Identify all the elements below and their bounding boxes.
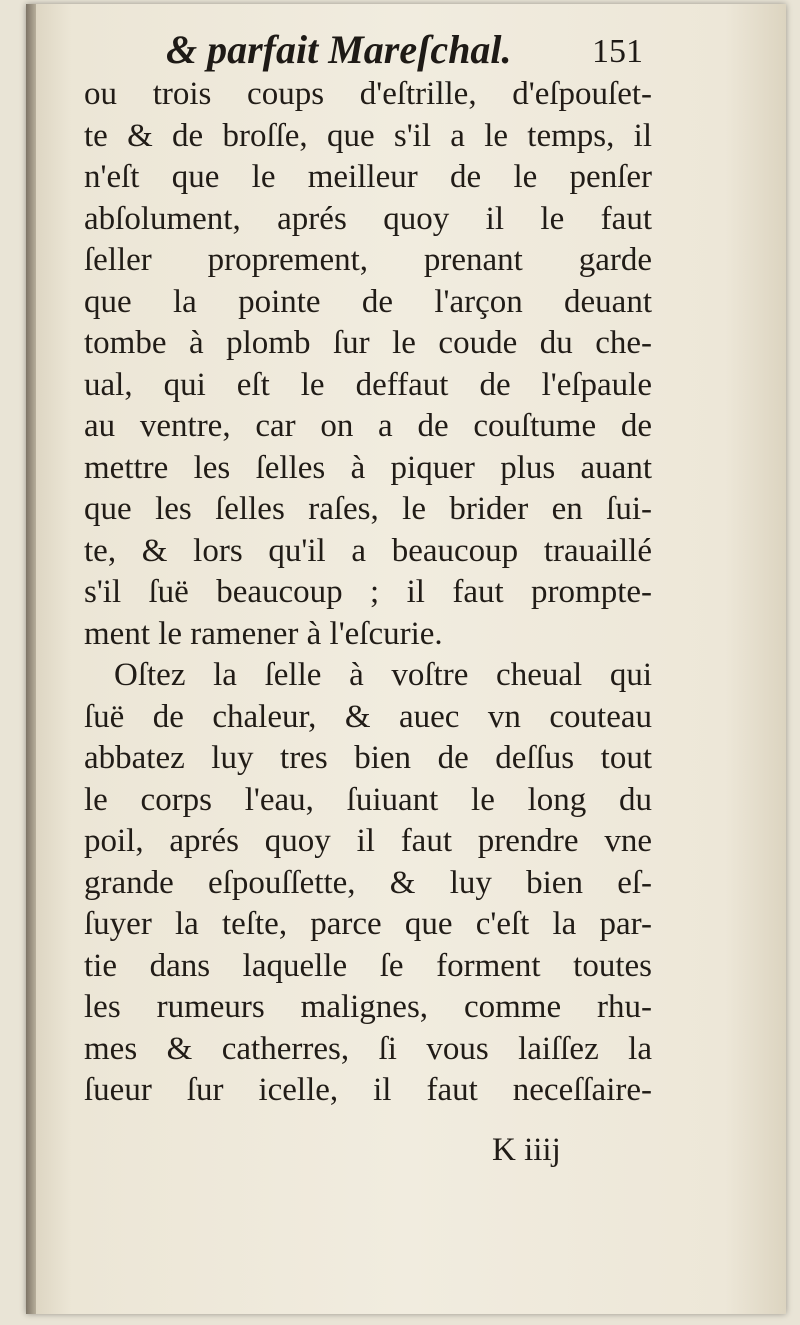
text-line: te, & lors qu'il a beaucoup trauaillé [84,532,652,569]
text-line: que les ſelles raſes, le brider en ſui- [84,491,652,527]
book-page [26,4,786,1314]
text-line: s'il ſuë beaucoup ; il faut prompte- [84,574,652,610]
text-line: ſueur ſur icelle, il faut neceſſaire- [84,1072,652,1108]
text-line: tombe à plomb ſur le coude du che- [84,325,652,361]
text-line: mettre les ſelles à piquer plus auant [84,449,652,486]
text-line: ſuë de chaleur, & auec vn couteau [84,698,652,735]
running-title: & parfait Mareſchal. [166,27,512,72]
text-line: ual, qui eſt le deffaut de l'eſpaule [84,366,652,403]
text-line: ſuyer la teſte, parce que c'eſt la par- [84,906,652,942]
body-text [84,74,652,1112]
text-line: le corps l'eau, ſuiuant le long du [84,781,652,818]
text-line: que la pointe de l'arçon deuant [84,283,652,320]
text-line: poil, aprés quoy il faut prendre vne [84,823,652,859]
text-line: grande eſpouſſette, & luy bien eſ- [84,864,652,901]
signature-mark: K iiij [492,1132,561,1168]
page-header [26,22,786,78]
page-gutter-shadow [26,4,36,1314]
text-line-paragraph-start: Oſtez la ſelle à voſtre cheual qui [114,657,652,693]
text-line: les rumeurs malignes, comme rhu- [84,989,652,1025]
text-line: mes & catherres, ſi vous laiſſez la [84,1030,652,1067]
text-line: ſeller proprement, prenant garde [84,242,652,278]
text-line: abbatez luy tres bien de deſſus tout [84,740,652,776]
page-number: 151 [592,33,643,70]
text-line: ou trois coups d'eſtrille, d'eſpouſet- [84,76,652,112]
text-line: au ventre, car on a de couſtume de [84,408,652,444]
text-line: n'eſt que le meilleur de le penſer [84,159,652,195]
text-line-paragraph-end: ment le ramener à l'eſcurie. [84,615,443,652]
text-line: tie dans laquelle ſe forment toutes [84,947,652,984]
text-line: abſolument, aprés quoy il le faut [84,200,652,237]
text-line: te & de broſſe, que s'il a le temps, il [84,117,652,154]
